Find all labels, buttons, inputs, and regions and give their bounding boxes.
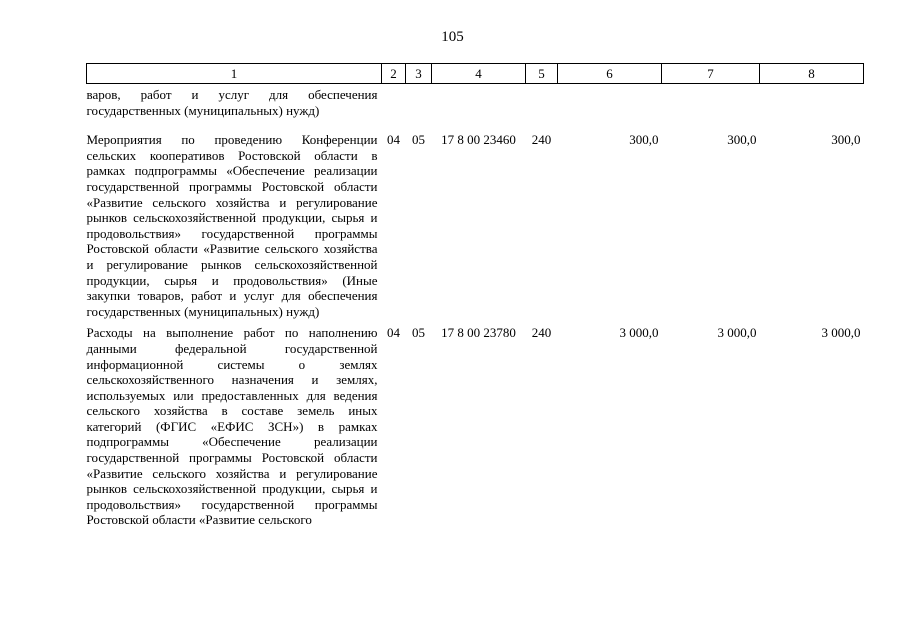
- budget-table: [86, 63, 864, 534]
- row-name-continuation: варов, работ и услуг для обеспечения государственных (муниципальных) нужд): [86, 87, 378, 118]
- row-rz: 04: [387, 325, 400, 341]
- row-vr: 240: [531, 132, 552, 148]
- row-amount-year3: 300,0: [831, 132, 861, 148]
- row-amount-year2: 300,0: [727, 132, 757, 148]
- column-header-year2: 7: [662, 64, 760, 84]
- row-csr: 17 8 00 23780: [441, 325, 516, 341]
- column-header-year1: 6: [558, 64, 662, 84]
- row-rz: 04: [387, 132, 400, 148]
- table-row-continuation: [87, 84, 864, 133]
- table-row: [87, 325, 864, 534]
- column-header-vr: 5: [526, 64, 558, 84]
- column-header-year3: 8: [760, 64, 864, 84]
- table-row: [87, 132, 864, 325]
- row-amount-year1: 300,0: [629, 132, 659, 148]
- row-name: Мероприятия по проведению Конференции сельских кооперативов Ростовской области в рамках подпрограммы «Обеспечение реализации государственной программы Ростовской области «Развитие сельского хозяйства и регулирование рынков сельскохозяйственной продукции, сырья и продовольствия» государственной программы Ростовской области «Развитие сельского хозяйства и регулирование рынков сельскохозяйственной продукции, сырья и продовольствия» (Иные закупки товаров, работ и услуг для обеспечения государственных (муниципальных) нужд): [86, 132, 378, 319]
- row-amount-year3: 3 000,0: [821, 325, 861, 341]
- table-header-row: [87, 64, 864, 84]
- row-amount-year1: 3 000,0: [619, 325, 659, 341]
- column-header-csr: 4: [432, 64, 526, 84]
- column-header-pr: 3: [406, 64, 432, 84]
- column-header-rz: 2: [382, 64, 406, 84]
- row-amount-year2: 3 000,0: [717, 325, 757, 341]
- row-pr: 05: [412, 325, 425, 341]
- row-name: Расходы на выполнение работ по наполнению данными федеральной государственной информационной системы о землях сельскохозяйственного назначения и землях, используемых или предоставленных для ведения сельского хозяйства в составе земель иных категорий (ФГИС «ЕФИС ЗСН») в рамках подпрограммы «Обеспечение реализации государственной программы Ростовской области «Развитие сельского хозяйства и регулирование рынков сельскохозяйственной продукции, сырья и продовольствия» государственной программы Ростовской области «Развитие сельского: [86, 325, 378, 528]
- column-header-name: 1: [87, 64, 382, 84]
- page-number: 105: [441, 29, 464, 45]
- row-csr: 17 8 00 23460: [441, 132, 516, 148]
- row-pr: 05: [412, 132, 425, 148]
- row-vr: 240: [531, 325, 552, 341]
